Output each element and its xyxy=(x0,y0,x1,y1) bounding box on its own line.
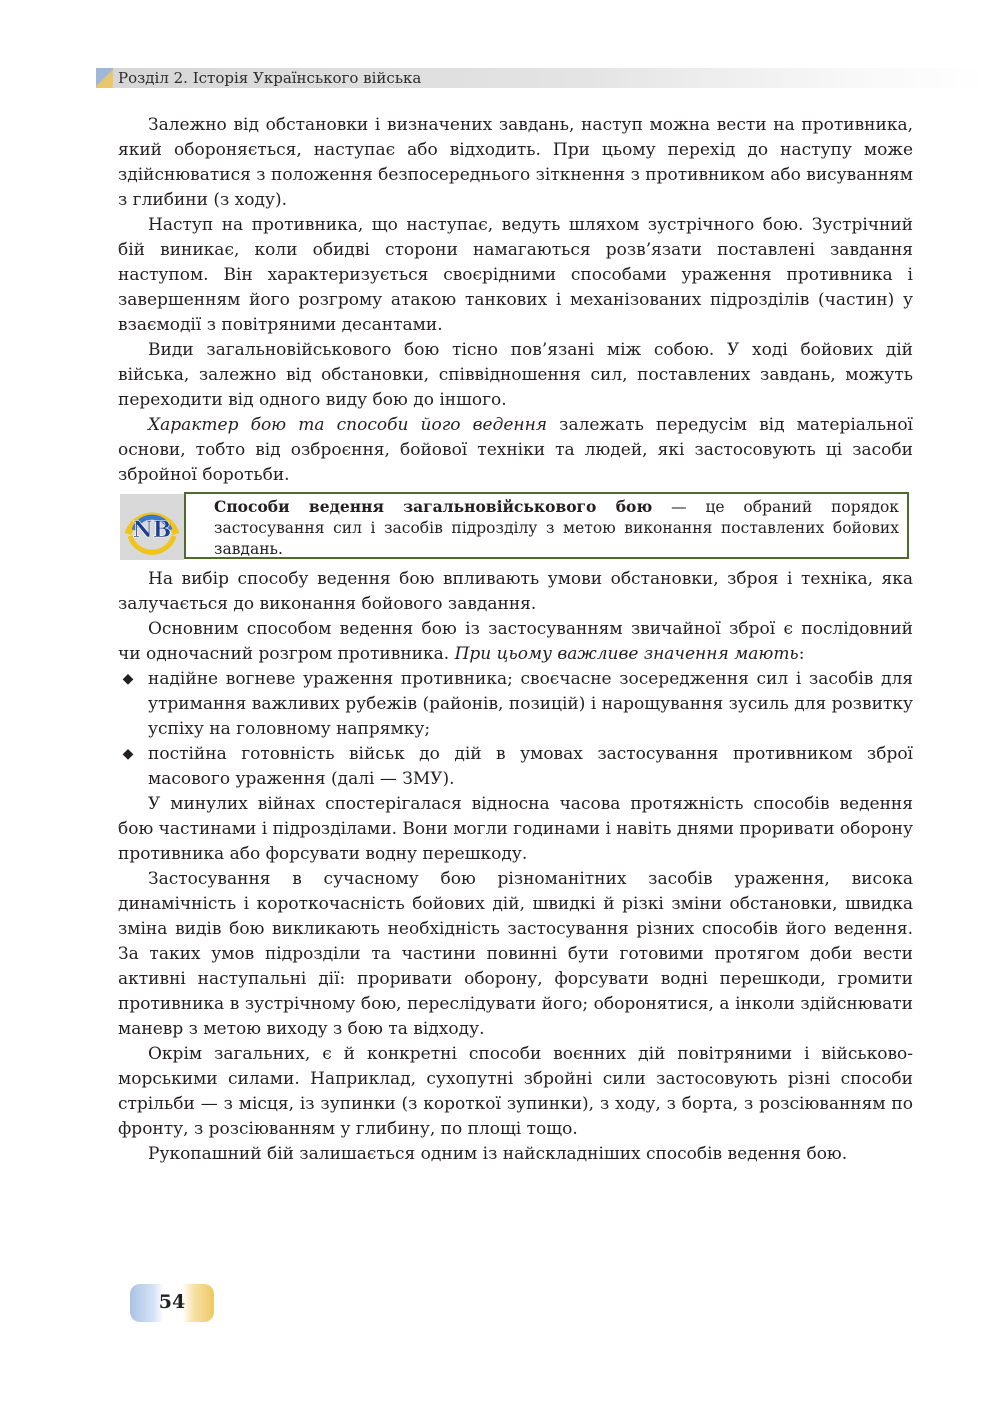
paragraph: Наступ на противника, що наступає, ведуть шляхом зустрічного бою. Зустрічний бій виникає, коли обидві сторони намагаються розв’язати поставлені завдання наступом. Він характеризується своєрідними способами ураження противника і завершенням його розгрому атакою танкових і механізованих підрозділів (частин) у взаємодії з повітряними десантами. xyxy=(118,215,913,335)
paragraph-text: Основним способом ведення бою із застосуванням звичайної зброї є послідовний чи одночасний розгром противника. xyxy=(118,619,913,664)
nb-logo xyxy=(120,494,184,560)
paragraph xyxy=(118,413,913,488)
definition-text: — це обраний порядок застосування сил і засобів підрозділу з метою виконання поставлених бойових завдань. xyxy=(214,498,899,558)
italic-phrase: Характер бою та способи його ведення xyxy=(148,415,548,435)
list-item-text: надійне вогневе ураження противника; своєчасне зосередження сил і засобів для утримання важливих рубежів (районів, позицій) і нарощування зусиль для розвитку успіху на головному напрямку; xyxy=(148,669,913,739)
definition-term: Способи ведення загальновійськового бою xyxy=(214,497,653,516)
bullet-list xyxy=(118,667,913,792)
paragraph: Окрім загальних, є й конкретні способи воєнних дій повітряними і військово-морськими силами. Наприклад, сухопутні збройні сили застосовують різні способи стрільби — з місця, із зупинки (з короткої зупинки), з ходу, з борта, з розсіюванням по фронту, з розсіюванням у глибину, по площі тощо. xyxy=(118,1044,913,1139)
paragraph: На вибір способу ведення бою впливають умови обстановки, зброя і техніка, яка залучається до виконання бойового завдання. xyxy=(118,569,913,614)
paragraph: Рукопашний бій залишається одним із найскладніших способів ведення бою. xyxy=(148,1144,848,1164)
paragraph: Залежно від обстановки і визначених завдань, наступ можна вести на противника, який обороняється, наступає або відходить. При цьому перехід до наступу може здійснюватися з положення безпосереднього зіткнення з противником або висуванням з глибини (з ходу). xyxy=(118,115,913,210)
paragraph: Застосування в сучасному бою різноманітних засобів ураження, висока динамічність і короткочасність бойових дій, швидкі й різкі зміни обстановки, швидка зміна видів бою викликають необхідність застосування різних способів його ведення. За таких умов підрозділи та частини повинні бути готовими протягом доби вести активні наступальні дії: проривати оборону, форсувати водні перешкоди, громити противника в зустрічному бою, переслідувати його; оборонятися, а інколи здійснювати маневр з метою виходу з бою та відходу. xyxy=(118,869,913,1039)
nb-logo-text: NB xyxy=(132,517,172,543)
page-number-badge xyxy=(130,1284,214,1322)
paragraph-text: : xyxy=(798,644,805,664)
running-header xyxy=(96,68,986,88)
page-body xyxy=(118,113,913,1167)
paragraph: Види загальновійськового бою тісно пов’язані між собою. У ході бойових дій війська, залежно від обстановки, співвідношення сил, поставлених завдань, можуть переходити від одного виду бою до іншого. xyxy=(118,340,913,410)
chapter-title: Розділ 2. Історія Українського війська xyxy=(118,69,422,87)
list-item xyxy=(118,742,913,792)
definition-frame xyxy=(184,492,909,559)
paragraph-text: залежать передусім від матеріальної основи, тобто від озброєння, бойової техніки та людей, які застосовують ці засоби збройної боротьби. xyxy=(118,415,913,485)
diamond-bullet-icon: ◆ xyxy=(122,746,134,762)
paragraph: У минулих війнах спостерігалася відносна часова протяжність способів ведення бою частинами і підрозділами. Вони могли годинами і навіть днями проривати оборону противника або форсувати водну перешкоду. xyxy=(118,794,913,864)
nb-definition-box xyxy=(118,492,913,564)
diamond-bullet-icon: ◆ xyxy=(122,671,134,687)
paragraph xyxy=(118,617,913,667)
page-number: 54 xyxy=(158,1291,186,1313)
list-item xyxy=(118,667,913,742)
italic-phrase: При цьому важливе значення мають xyxy=(454,644,799,664)
header-corner-icon xyxy=(96,68,113,88)
list-item-text: постійна готовність військ до дій в умовах застосування противником зброї масового ураження (далі — ЗМУ). xyxy=(148,744,913,789)
